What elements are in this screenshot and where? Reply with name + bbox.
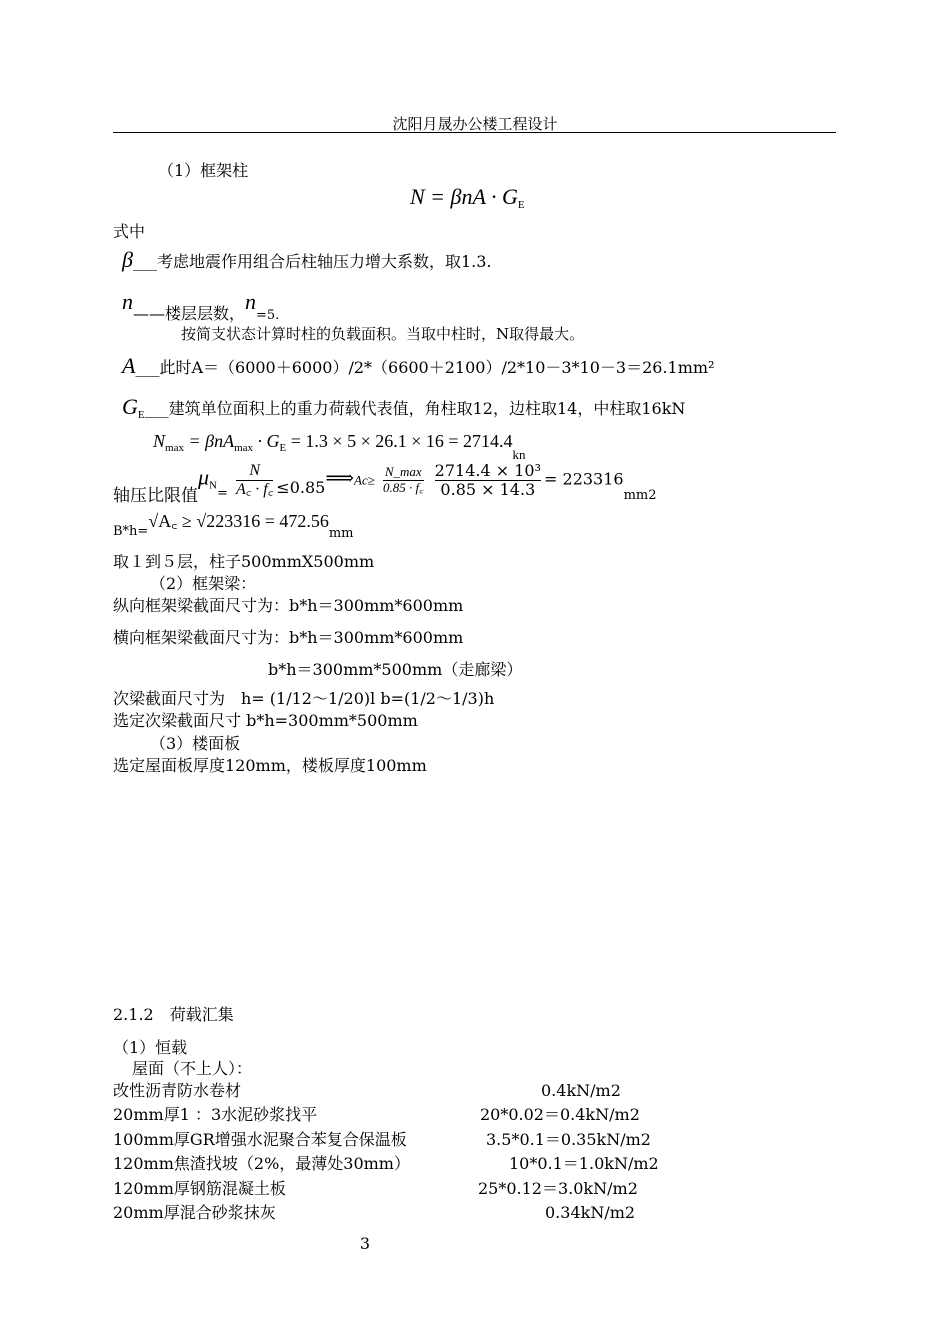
header-rule [113, 132, 836, 133]
section-heading: （1）框架柱 [158, 161, 249, 180]
load-value: 10*0.1＝1.0kN/m2 [509, 1154, 659, 1173]
ge-symbol: G [122, 394, 138, 419]
nmax-rest-sub: E [279, 442, 287, 454]
num: N [249, 462, 260, 479]
formula-n [410, 185, 525, 211]
beta-symbol: β [122, 247, 133, 272]
load-item: 120mm厚钢筋混凝土板 [113, 1179, 286, 1198]
ac: Ac≥ [354, 472, 375, 488]
n-text: ——楼层层数， [133, 304, 246, 323]
load-value: 25*0.12＝3.0kN/m2 [478, 1179, 638, 1198]
beam-long: 纵向框架梁截面尺寸为：b*h＝300mm*600mm [113, 596, 464, 615]
ratio-result: = 223316 [544, 469, 624, 489]
ge-text: ___建筑单位面积上的重力荷载代表值，角柱取12，边柱取14，中柱取16kN [144, 399, 686, 418]
section-heading: （2）框架梁： [150, 574, 257, 593]
page-header: 沈阳月晟办公楼工程设计 [392, 115, 558, 133]
n-value: =5. [256, 308, 280, 323]
n-symbol: n [122, 289, 133, 314]
load-item: 120mm焦渣找坡（2%，最薄处30mm） [113, 1154, 410, 1173]
load-item: 20mm厚混合砂浆抹灰 [113, 1203, 276, 1222]
load-value: 3.5*0.1＝0.35kN/m2 [486, 1130, 651, 1149]
num2: N_max [384, 464, 422, 480]
nmax-lhs-sub: max [165, 442, 184, 454]
nmax-lhs: N [153, 431, 166, 451]
a-text: ___此时A＝（6000＋6000）/2*（6600＋2100）/2*10－3*10－3＝26.1mm² [135, 358, 715, 377]
ratio-unit: mm2 [623, 487, 657, 503]
den: A꜀ · f꜀ [236, 480, 274, 498]
den3: 0.85 × 14.3 [435, 480, 541, 499]
bh-expr: √A꜀ ≥ √223316 = 472.56 [148, 511, 329, 531]
arrow-icon: ⟹ [325, 465, 354, 490]
nmax-mid-sub: max [234, 442, 254, 454]
num3: 2714.4 × 10³ [434, 461, 542, 480]
beam-corridor: b*h＝300mm*500mm（走廊梁） [268, 660, 523, 679]
def-a [122, 354, 715, 378]
page-number: 3 [359, 1234, 371, 1253]
nmax-mid: = βnA [183, 431, 235, 451]
bh-formula [113, 511, 354, 541]
section-heading: 2.1.2 荷载汇集 [113, 1005, 234, 1024]
fraction-2 [383, 465, 424, 495]
ge-sub: E [137, 409, 145, 421]
slab-thickness: 选定屋面板厚度120mm，楼板厚度100mm [113, 756, 427, 775]
roof-heading: 屋面（不上人）： [132, 1059, 253, 1078]
a-symbol: A [122, 353, 136, 378]
shizhong-label: 式中 [113, 222, 146, 241]
nmax-value: = 1.3 × 5 × 26.1 × 16 = 2714.4 [286, 431, 513, 451]
section-heading: （3）楼面板 [150, 734, 241, 753]
dead-load-heading: （1）恒载 [113, 1038, 188, 1057]
load-value: 20*0.02＝0.4kN/m2 [480, 1105, 640, 1124]
fraction-3 [435, 462, 541, 498]
def-ge [122, 395, 685, 421]
column-choice: 取１到５层，柱子500mmX500mm [113, 552, 375, 571]
formula-text: N = βnA · G [410, 184, 518, 209]
nmax-unit: kn [512, 447, 526, 462]
axial-ratio-formula [113, 461, 657, 506]
load-item: 100mm厚GR增强水泥聚合苯复合保温板 [113, 1130, 407, 1149]
area-note: 按简支状态计算时柱的负载面积。当取中柱时，N取得最大。 [181, 325, 585, 343]
formula-sub: E [517, 199, 525, 211]
n-symbol-2: n [245, 289, 257, 314]
den2: 0.85 · f꜀ [382, 479, 424, 495]
beta-text: ___考虑地震作用组合后柱轴压力增大系数，取1.3. [132, 252, 492, 271]
fraction-1 [236, 462, 273, 498]
load-value: 0.4kN/m2 [541, 1081, 621, 1100]
eq: = [217, 485, 228, 501]
le: ≤0.85 [276, 477, 326, 497]
bh-unit: mm [328, 526, 354, 541]
ratio-label: 轴压比限值 [113, 485, 198, 506]
beam-trans: 横向框架梁截面尺寸为：b*h＝300mm*600mm [113, 628, 464, 647]
nmax-formula [153, 431, 526, 462]
load-item: 20mm厚1 ：3水泥砂浆找平 [113, 1105, 318, 1124]
bh-label: B*h= [113, 524, 149, 539]
load-item: 改性沥青防水卷材 [113, 1081, 242, 1100]
mu-symbol: μ [198, 464, 210, 490]
load-value: 0.34kN/m2 [545, 1203, 636, 1222]
nmax-rest: · G [253, 431, 280, 451]
mu-sub: N [209, 479, 217, 492]
secondary-beam-select: 选定次梁截面尺寸 b*h=300mm*500mm [113, 711, 418, 730]
def-beta [122, 248, 492, 272]
secondary-beam: 次梁截面尺寸为 h= (1/12～1/20)l b=(1/2～1/3)h [113, 689, 495, 708]
def-n [122, 289, 280, 323]
